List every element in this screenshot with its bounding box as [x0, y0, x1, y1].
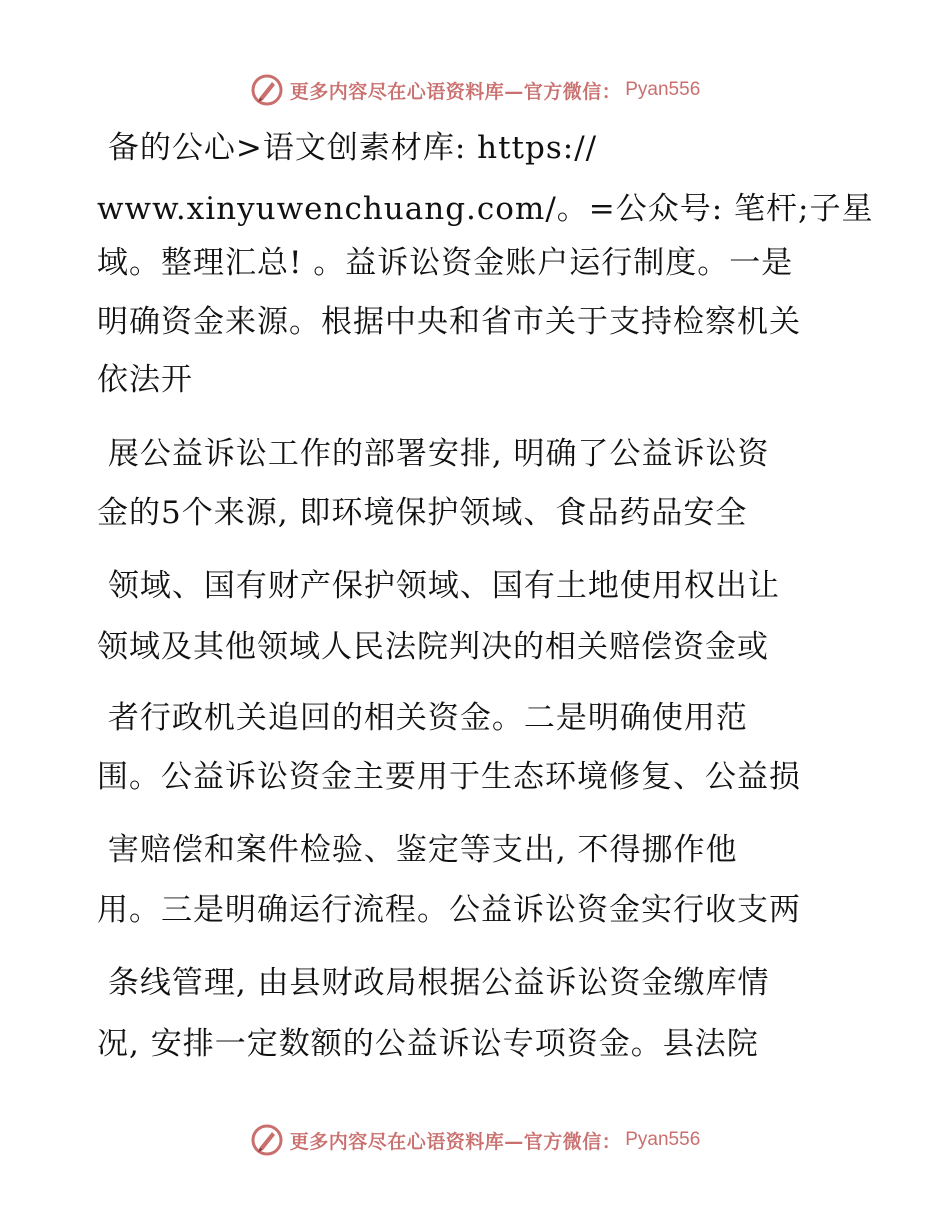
body-line: 备的公心>语文创素材库: https:// [97, 130, 598, 166]
body-line: 域。整理汇总! 。益诉讼资金账户运行制度。一是 [97, 245, 794, 281]
body-line: 围。公益诉讼资金主要用于生态环境修复、公益损 [97, 759, 801, 795]
body-line: 领域及其他领域人民法院判决的相关赔偿资金或 [97, 629, 769, 665]
header-promo-text: 更多内容尽在心语资料库—官方微信： [289, 80, 622, 103]
header-wechat-handle: Pyan556 [625, 79, 701, 100]
pen-logo-icon [250, 73, 284, 107]
body-line: 金的5个来源, 即环境保护领域、食品药品安全 [97, 495, 748, 531]
header-banner [0, 70, 950, 110]
body-line: 者行政机关追回的相关资金。二是明确使用范 [97, 700, 748, 736]
footer-banner [0, 1120, 950, 1160]
body-line: 条线管理, 由县财政局根据公益诉讼资金缴库情 [97, 965, 770, 1001]
footer-wechat-handle: Pyan556 [625, 1129, 701, 1150]
body-line: 用。三是明确运行流程。公益诉讼资金实行收支两 [97, 892, 801, 928]
body-line: 明确资金来源。根据中央和省市关于支持检察机关 [97, 304, 801, 340]
body-line: 况, 安排一定数额的公益诉讼专项资金。县法院 [97, 1026, 759, 1062]
body-line: 展公益诉讼工作的部署安排, 明确了公益诉讼资 [97, 436, 770, 472]
footer-promo-text: 更多内容尽在心语资料库—官方微信： [289, 1130, 622, 1153]
body-line: www.xinyuwenchuang.com/。=公众号: 笔杆;子星 [97, 191, 874, 227]
body-line: 害赔偿和案件检验、鉴定等支出, 不得挪作他 [97, 832, 738, 868]
body-line: 领域、国有财产保护领域、国有土地使用权出让 [97, 568, 780, 604]
pen-logo-icon [250, 1123, 284, 1157]
body-line: 依法开 [97, 362, 193, 398]
